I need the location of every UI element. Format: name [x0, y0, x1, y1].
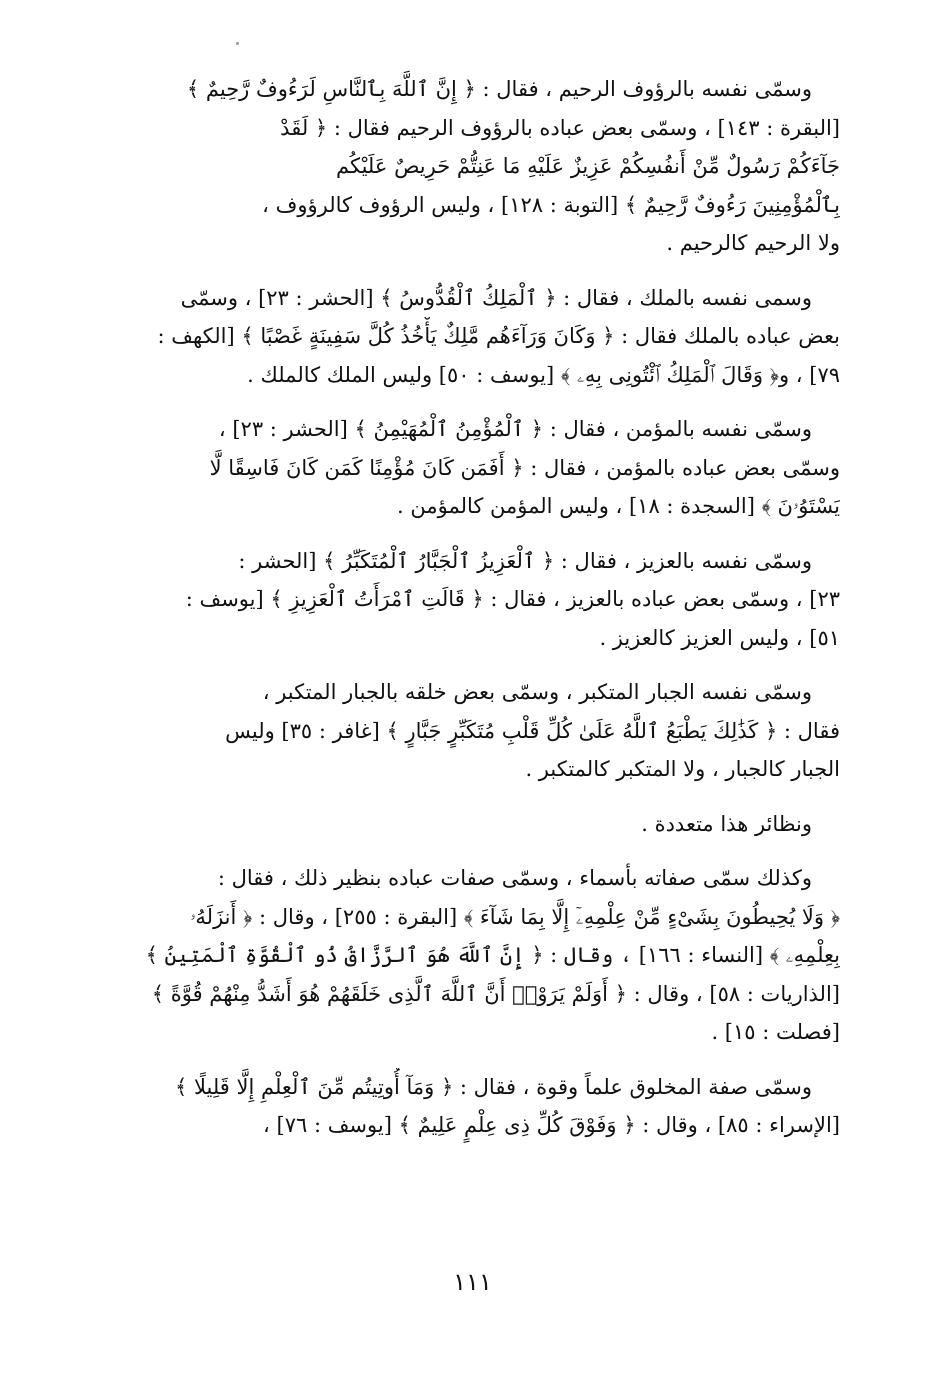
text-line: وسمّى نفسه بالمؤمن ، فقال : ﴿ ٱلْمُؤْمِنُ ٱلْمُهَيْمِنُ ﴾ [الحشر : ٢٣] ، [218, 417, 812, 441]
text-line: [البقرة : ١٤٣] ، وسمّى بعض عباده بالرؤوف الرحيم فقال : ﴿ لَقَدْ [280, 115, 840, 140]
page-body [110, 70, 840, 1161]
paragraph-sifat [110, 859, 840, 1052]
paragraph-aziz [110, 542, 840, 658]
text-line: بعض عباده بالملك فقال : ﴿ وَكَانَ وَرَآءَهُم مَّلِكٌ يَأْخُذُ كُلَّ سَفِينَةٍ غَصْبًا ﴾ [الكهف : [157, 324, 840, 348]
page-number: ١١١ [453, 1268, 492, 1296]
text-line: [فصلت : ١٥] . [711, 1020, 840, 1044]
text-line: وسمّى بعض عباده بالمؤمن ، فقال : ﴿ أَفَمَن كَانَ مُؤْمِنًا كَمَن كَانَ فَاسِقًا لَّا [209, 455, 840, 480]
paragraph-nazair [110, 805, 840, 844]
text-line: جَآءَكُمْ رَسُولٌ مِّنْ أَنفُسِكُمْ عَزِيزٌ عَلَيْهِ مَا عَنِتُّمْ حَرِيصٌ عَلَيْكُم [336, 154, 840, 178]
paragraph-raouf-rahim [110, 70, 840, 263]
text-line: ٢٣] ، وسمّى بعض عباده بالعزيز ، فقال : ﴿ قَالَتِ ٱمْرَأَتُ ٱلْعَزِيزِ ﴾ [يوسف : [185, 587, 840, 611]
text-line: ﴿ وَلَا يُحِيطُونَ بِشَىْءٍ مِّنْ عِلْمِهِۦٓ إِلَّا بِمَا شَآءَ ﴾ [البقرة : ٢٥٥] ، وقال : ﴿ أَنزَلَهُۥ [190, 904, 840, 929]
text-line: وكذلك سمّى صفاته بأسماء ، وسمّى صفات عباده بنظير ذلك ، فقال : [217, 866, 812, 890]
paragraph-malik [110, 279, 840, 395]
text-line: ولا الرحيم كالرحيم . [666, 231, 840, 255]
text-line: ونظائر هذا متعددة . [641, 811, 812, 836]
text-line: وسمّى نفسه بالعزيز ، فقال : ﴿ ٱلْعَزِيزُ ٱلْجَبَّارُ ٱلْمُتَكَبِّرُ ﴾ [الحشر : [238, 548, 812, 573]
text-line: الجبار كالجبار ، ولا المتكبر كالمتكبر . [525, 757, 840, 781]
text-line: وسمّى صفة المخلوق علماً وقوة ، فقال : ﴿ وَمَآ أُوتِيتُم مِّنَ ٱلْعِلْمِ إِلَّا قَلِيلًا ﴾ [174, 1074, 812, 1099]
paragraph-jabbar-mutakabbir [110, 673, 840, 789]
text-line: فقال : ﴿ كَذَٰلِكَ يَطْبَعُ ٱللَّهُ عَلَىٰ كُلِّ قَلْبِ مُتَكَبِّرٍ جَبَّارٍ ﴾ [غافر : ٣٥] وليس [225, 718, 840, 743]
text-line: وسمّى نفسه الجبار المتكبر ، وسمّى بعض خلقه بالجبار المتكبر ، [262, 680, 812, 704]
text-line: بِٱلْمُؤْمِنِينَ رَءُوفٌ رَّحِيمٌ ﴾ [التوبة : ١٢٨] ، وليس الرؤوف كالرؤوف ، [262, 192, 840, 217]
page-speck [236, 42, 239, 45]
text-line: ٥١] ، وليس العزيز كالعزيز . [599, 625, 840, 650]
text-line: [الإسراء : ٨٥] ، وقال : ﴿ وَفَوْقَ كُلِّ ذِى عِلْمٍ عَلِيمٌ ﴾ [يوسف : ٧٦] ، [263, 1113, 840, 1137]
text-line: وسمّى نفسه بالرؤوف الرحيم ، فقال : ﴿ إِنَّ ٱللَّهَ بِٱلنَّاسِ لَرَءُوفٌ رَّحِيمٌ ﴾ [186, 77, 812, 101]
text-line: ٧٩] ، و﴿ وَقَالَ ٱلْمَلِكُ ٱئْتُونِى بِهِۦ ﴾ [يوسف : ٥٠] وليس الملك كالملك . [247, 362, 840, 387]
text-line: بِعِلْمِهِۦ ﴾ [النساء : ١٦٦] ، وقال : ﴿ إِنَّ ٱللَّهَ هُوَ ٱلرَّزَّاقُ ذُو ٱلْقُوَّةِ ٱلْمَتِينُ ﴾ [145, 943, 840, 967]
text-line: وسمى نفسه بالملك ، فقال : ﴿ ٱلْمَلِكُ ٱلْقُدُّوسُ ﴾ [الحشر : ٢٣] ، وسمّى [180, 285, 812, 310]
paragraph-ilm-quwwa [110, 1068, 840, 1145]
text-line: يَسْتَوُۥنَ ﴾ [السجدة : ١٨] ، وليس المؤمن كالمؤمن . [397, 494, 840, 518]
paragraph-mumin [110, 410, 840, 526]
text-line: [الذاريات : ٥٨] ، وقال : ﴿ أَوَلَمْ يَرَوْا۟ أَنَّ ٱللَّهَ ٱلَّذِى خَلَقَهُمْ هُوَ أَشَدُّ مِنْهُمْ قُوَّةً ﴾ [151, 981, 840, 1006]
